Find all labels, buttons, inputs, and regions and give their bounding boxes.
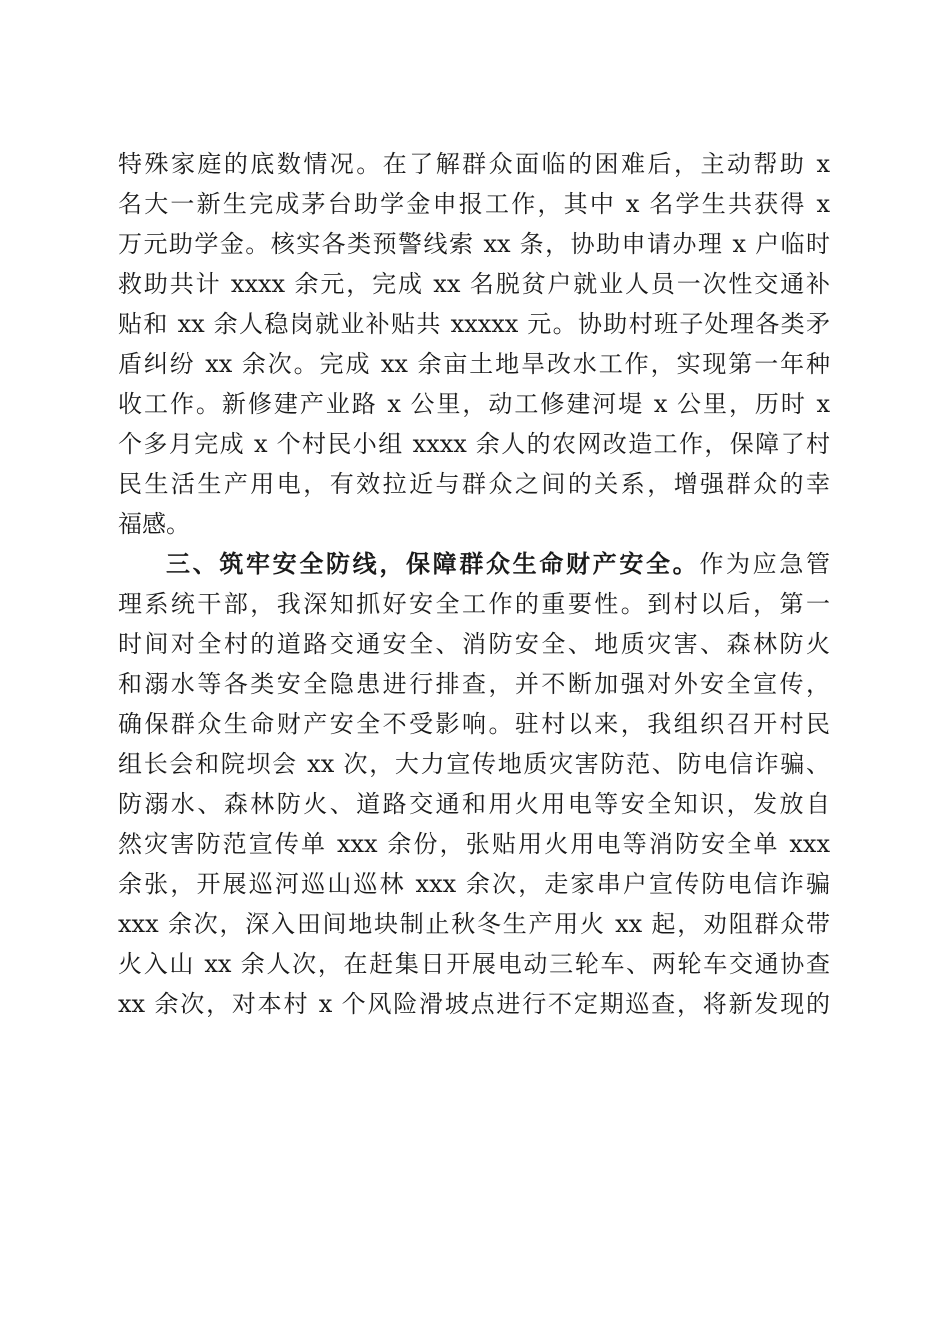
paragraph-assistance — [118, 144, 830, 544]
text-line: 然灾害防范宣传单 xxx 余份，张贴用火用电等消防安全单 xxx — [118, 830, 830, 858]
text-line: 收工作。新修建产业路 x 公里，动工修建河堤 x 公里，历时 x — [118, 390, 830, 418]
text-line: xx 余次，对本村 x 个风险滑坡点进行不定期巡查，将新发现的 — [118, 990, 830, 1018]
text-line: 时间对全村的道路交通安全、消防安全、地质灾害、森林防火 — [118, 630, 830, 658]
text-line: 防溺水、森林防火、道路交通和用火用电等安全知识，发放自 — [118, 790, 830, 818]
text-line: 和溺水等各类安全隐患进行排查，并不断加强对外安全宣传， — [118, 670, 830, 698]
text-line: 特殊家庭的底数情况。在了解群众面临的困难后，主动帮助 x — [118, 150, 830, 178]
text-line: 组长会和院坝会 xx 次，大力宣传地质灾害防范、防电信诈骗、 — [118, 750, 830, 778]
text-line: 火入山 xx 余人次，在赶集日开展电动三轮车、两轮车交通协查 — [118, 950, 830, 978]
text-line: 盾纠纷 xx 余次。完成 xx 余亩土地旱改水工作，实现第一年种 — [118, 350, 830, 378]
text-line: 福感。 — [118, 510, 190, 538]
text-line: 确保群众生命财产安全不受影响。驻村以来，我组织召开村民 — [118, 710, 830, 738]
text-line: 贴和 xx 余人稳岗就业补贴共 xxxxx 元。协助村班子处理各类矛 — [118, 310, 830, 338]
text-line: 理系统干部，我深知抓好安全工作的重要性。到村以后，第一 — [118, 590, 830, 618]
text-line: 救助共计 xxxx 余元，完成 xx 名脱贫户就业人员一次性交通补 — [118, 270, 830, 298]
section-heading: 三、筑牢安全防线，保障群众生命财产安全。 — [166, 550, 700, 578]
section-heading-line — [118, 544, 830, 584]
text-line: 万元助学金。核实各类预警线索 xx 条，协助申请办理 x 户临时 — [118, 230, 830, 258]
paragraph-safety — [118, 544, 830, 1024]
text-line: 余张，开展巡河巡山巡林 xxx 余次，走家串户宣传防电信诈骗 — [118, 870, 830, 898]
document-body — [118, 144, 830, 1024]
text-fragment: 作为应急管 — [699, 550, 831, 578]
text-line: 个多月完成 x 个村民小组 xxxx 余人的农网改造工作，保障了村 — [118, 430, 830, 458]
text-line: xxx 余次，深入田间地块制止秋冬生产用火 xx 起，劝阻群众带 — [118, 910, 830, 938]
text-line: 名大一新生完成茅台助学金申报工作，其中 x 名学生共获得 x — [118, 190, 830, 218]
text-line: 民生活生产用电，有效拉近与群众之间的关系，增强群众的幸 — [118, 470, 830, 498]
